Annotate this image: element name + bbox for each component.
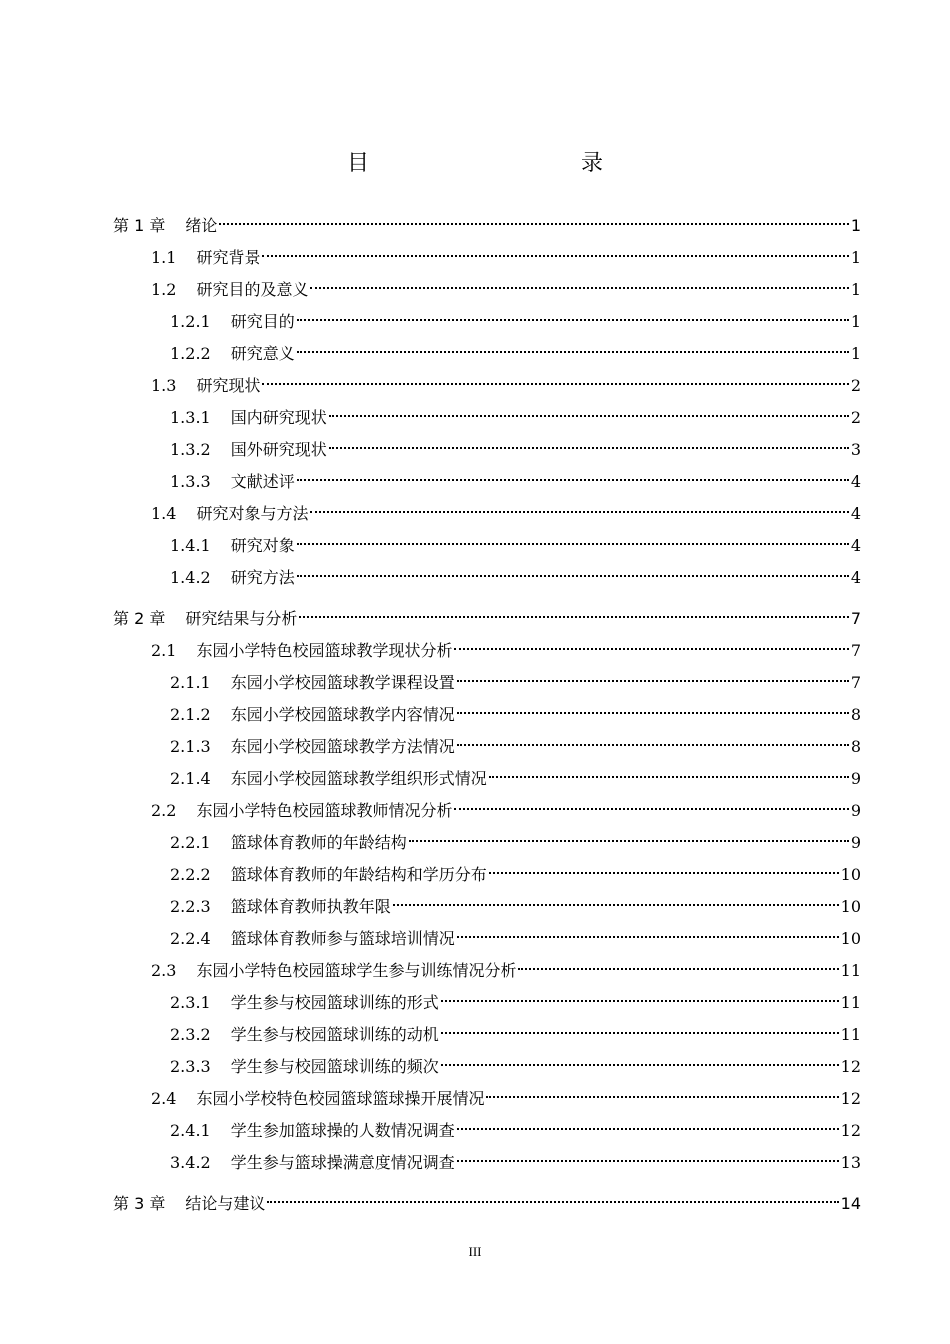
toc-dot-leader — [329, 415, 849, 417]
toc-dot-leader — [486, 1096, 838, 1098]
toc-entry-number: 2.1.1 — [170, 673, 211, 692]
toc-entry-number: 1.3 — [151, 376, 177, 395]
toc-entry-title: 研究目的及意义 — [196, 280, 309, 299]
toc-dot-leader — [457, 744, 849, 746]
toc-dot-leader — [457, 1160, 839, 1162]
toc-entry-number: 1.4.2 — [170, 568, 211, 587]
toc-entry[interactable] — [113, 763, 861, 795]
toc-entry-page: 9 — [850, 833, 861, 852]
toc-entry-title: 学生参与校园篮球训练的动机 — [230, 1025, 439, 1044]
toc-entry-number: 2.2.3 — [170, 897, 211, 916]
toc-dot-leader — [457, 680, 849, 682]
toc-dot-leader — [441, 1064, 839, 1066]
toc-dot-leader — [299, 616, 848, 618]
toc-entry-page: 4 — [850, 472, 861, 491]
page-title: 目 录 — [346, 151, 659, 176]
toc-entry[interactable] — [113, 498, 861, 530]
toc-dot-leader — [393, 904, 839, 906]
toc-entry-title: 文献述评 — [230, 472, 295, 491]
toc-entry-title: 东园小学特色校园篮球教学现状分析 — [196, 641, 453, 660]
toc-entry[interactable] — [113, 667, 861, 699]
toc-entry-title: 东园小学校园篮球教学组织形式情况 — [230, 769, 487, 788]
toc-dot-leader — [329, 447, 849, 449]
toc-entry-number: 1.3.2 — [170, 440, 211, 459]
toc-entry[interactable] — [113, 955, 861, 987]
toc-entry[interactable] — [113, 827, 861, 859]
toc-entry-title: 结论与建议 — [185, 1194, 266, 1213]
toc-entry-page: 9 — [850, 801, 861, 820]
toc-entry-page: 12 — [840, 1121, 861, 1140]
toc-entry-title: 篮球体育教师的年龄结构 — [230, 833, 407, 852]
toc-entry-page: 8 — [850, 737, 861, 756]
toc-entry-number: 2.1 — [151, 641, 177, 660]
toc-entry-page: 7 — [850, 641, 861, 660]
toc-entry-page: 13 — [840, 1153, 861, 1172]
toc-entry-title: 学生参与篮球操满意度情况调查 — [230, 1153, 455, 1172]
toc-entry-title: 东园小学特色校园篮球学生参与训练情况分析 — [196, 961, 517, 980]
toc-entry[interactable] — [113, 370, 861, 402]
toc-entry[interactable] — [113, 306, 861, 338]
toc-entry-number: 2.2.2 — [170, 865, 211, 884]
toc-entry-title: 国外研究现状 — [230, 440, 327, 459]
toc-entry-page: 10 — [840, 929, 861, 948]
toc-entry-page: 8 — [850, 705, 861, 724]
toc-entry-number: 2.2 — [151, 801, 177, 820]
toc-entry[interactable] — [113, 1188, 861, 1220]
toc-entry-page: 1 — [850, 248, 861, 267]
toc-entry-number: 2.3 — [151, 961, 177, 980]
toc-dot-leader — [219, 223, 848, 225]
toc-entry[interactable] — [113, 731, 861, 763]
toc-entry-number: 2.1.3 — [170, 737, 211, 756]
toc-entry-page: 7 — [850, 609, 861, 628]
toc-entry[interactable] — [113, 699, 861, 731]
toc-entry-title: 东园小学校园篮球教学方法情况 — [230, 737, 455, 756]
toc-dot-leader — [297, 351, 849, 353]
toc-entry-page: 10 — [840, 865, 861, 884]
toc-entry[interactable] — [113, 434, 861, 466]
toc-dot-leader — [454, 648, 848, 650]
toc-dot-leader — [441, 1032, 839, 1034]
toc-entry[interactable] — [113, 562, 861, 594]
toc-entry-page: 11 — [840, 961, 861, 980]
toc-dot-leader — [262, 383, 848, 385]
toc-dot-leader — [310, 511, 848, 513]
toc-entry-title: 研究现状 — [196, 376, 261, 395]
toc-entry-number: 2.3.3 — [170, 1057, 211, 1076]
toc-dot-leader — [489, 872, 839, 874]
toc-entry-title: 学生参加篮球操的人数情况调查 — [230, 1121, 455, 1140]
toc-entry-number: 1.4 — [151, 504, 177, 523]
toc-entry-number: 1.4.1 — [170, 536, 211, 555]
toc-entry[interactable] — [113, 1115, 861, 1147]
page-number-footer: III — [468, 1244, 482, 1259]
toc-entry-title: 研究意义 — [230, 344, 295, 363]
toc-entry-number: 1.3.3 — [170, 472, 211, 491]
toc-entry[interactable] — [113, 1147, 861, 1179]
toc-entry-page: 14 — [840, 1194, 861, 1213]
toc-entry[interactable] — [113, 530, 861, 562]
toc-entry-page: 12 — [840, 1089, 861, 1108]
toc-entry[interactable] — [113, 1083, 861, 1115]
toc-entry-number: 2.4.1 — [170, 1121, 211, 1140]
toc-entry-number: 1.1 — [151, 248, 177, 267]
toc-entry-title: 东园小学校特色校园篮球篮球操开展情况 — [196, 1089, 485, 1108]
toc-entry-page: 2 — [850, 408, 861, 427]
toc-entry[interactable] — [113, 923, 861, 955]
toc-entry-title: 篮球体育教师的年龄结构和学历分布 — [230, 865, 487, 884]
toc-entry-title: 东园小学校园篮球教学内容情况 — [230, 705, 455, 724]
toc-entry-title: 研究背景 — [196, 248, 261, 267]
toc-entry[interactable] — [113, 859, 861, 891]
toc-entry[interactable] — [113, 210, 861, 242]
toc-dot-leader — [262, 255, 848, 257]
toc-entry[interactable] — [113, 795, 861, 827]
toc-dot-leader — [518, 968, 838, 970]
toc-entry-number: 2.2.4 — [170, 929, 211, 948]
toc-dot-leader — [457, 1128, 839, 1130]
toc-entry-number: 2.1.4 — [170, 769, 211, 788]
toc-dot-leader — [297, 319, 849, 321]
toc-entry-page: 2 — [850, 376, 861, 395]
toc-entry-title: 篮球体育教师执教年限 — [230, 897, 391, 916]
toc-entry-page: 4 — [850, 504, 861, 523]
toc-dot-leader — [457, 936, 839, 938]
toc-entry-number: 第 3 章 — [113, 1194, 166, 1213]
toc-entry-page: 12 — [840, 1057, 861, 1076]
toc-entry[interactable] — [113, 987, 861, 1019]
toc-dot-leader — [297, 575, 849, 577]
toc-entry-page: 9 — [850, 769, 861, 788]
toc-entry-title: 研究对象 — [230, 536, 295, 555]
toc-entry-page: 3 — [850, 440, 861, 459]
toc-entry-page: 4 — [850, 536, 861, 555]
toc-entry-number: 3.4.2 — [170, 1153, 211, 1172]
toc-entry-title: 学生参与校园篮球训练的形式 — [230, 993, 439, 1012]
toc-entry-number: 2.3.2 — [170, 1025, 211, 1044]
toc-entry[interactable] — [113, 338, 861, 370]
toc-entry-title: 东园小学校园篮球教学课程设置 — [230, 673, 455, 692]
toc-entry[interactable] — [113, 402, 861, 434]
toc-entry-number: 2.1.2 — [170, 705, 211, 724]
toc-entry-page: 11 — [840, 993, 861, 1012]
toc-dot-leader — [441, 1000, 839, 1002]
toc-entry-title: 绪论 — [185, 216, 218, 235]
toc-dot-leader — [457, 712, 849, 714]
toc-entry-title: 研究方法 — [230, 568, 295, 587]
toc-entry-page: 1 — [850, 312, 861, 331]
toc-entry[interactable] — [113, 274, 861, 306]
toc-entry[interactable] — [113, 603, 861, 635]
toc-entry[interactable] — [113, 1019, 861, 1051]
toc-entry-page: 1 — [850, 216, 861, 235]
toc-entry-title: 研究结果与分析 — [185, 609, 298, 628]
toc-entry-number: 1.2.2 — [170, 344, 211, 363]
toc-entry-page: 1 — [850, 344, 861, 363]
toc-entry[interactable] — [113, 466, 861, 498]
toc-dot-leader — [297, 479, 849, 481]
toc-entry-number: 2.2.1 — [170, 833, 211, 852]
toc-entry[interactable] — [113, 635, 861, 667]
toc-dot-leader — [454, 808, 848, 810]
toc-entry-title: 研究目的 — [230, 312, 295, 331]
toc-entry-number: 1.2.1 — [170, 312, 211, 331]
toc-entry-title: 国内研究现状 — [230, 408, 327, 427]
toc-entry-page: 10 — [840, 897, 861, 916]
toc-entry[interactable] — [113, 1051, 861, 1083]
toc-entry-page: 1 — [850, 280, 861, 299]
toc-entry[interactable] — [113, 891, 861, 923]
toc-dot-leader — [267, 1201, 838, 1203]
toc-dot-leader — [489, 776, 849, 778]
toc-entry-number: 2.4 — [151, 1089, 177, 1108]
toc-entry-number: 第 2 章 — [113, 609, 166, 628]
toc-dot-leader — [310, 287, 848, 289]
toc-entry-number: 1.3.1 — [170, 408, 211, 427]
toc-entry-title: 学生参与校园篮球训练的频次 — [230, 1057, 439, 1076]
toc-entry-page: 7 — [850, 673, 861, 692]
toc-entry-number: 2.3.1 — [170, 993, 211, 1012]
toc-entry-number: 第 1 章 — [113, 216, 166, 235]
toc-entry-title: 篮球体育教师参与篮球培训情况 — [230, 929, 455, 948]
toc-entry[interactable] — [113, 242, 861, 274]
toc-entry-title: 东园小学特色校园篮球教师情况分析 — [196, 801, 453, 820]
toc-entry-number: 1.2 — [151, 280, 177, 299]
toc-entry-page: 4 — [850, 568, 861, 587]
table-of-contents — [113, 210, 861, 1220]
toc-dot-leader — [409, 840, 849, 842]
toc-dot-leader — [297, 543, 849, 545]
toc-entry-page: 11 — [840, 1025, 861, 1044]
toc-entry-title: 研究对象与方法 — [196, 504, 309, 523]
